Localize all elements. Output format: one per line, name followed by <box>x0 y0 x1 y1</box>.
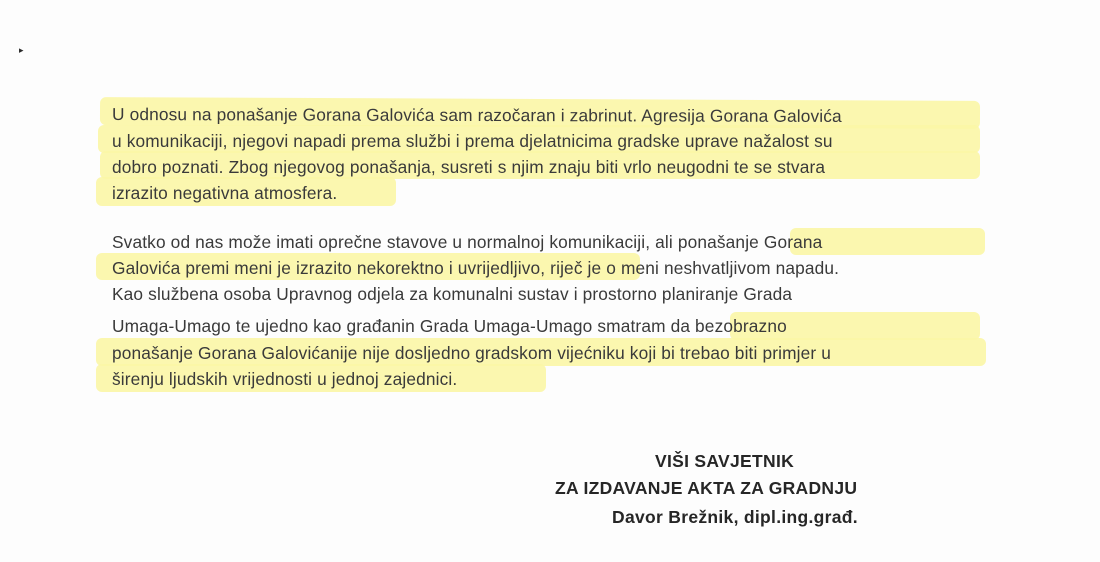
paragraph-2-line-1: Svatko od nas može imati oprečne stavove u normalnoj komunikaciji, ali ponašanje Gorana <box>112 232 823 252</box>
paragraph-1-line-4: izrazito negativna atmosfera. <box>112 183 338 203</box>
signature-name: Davor Brežnik, dipl.ing.građ. <box>612 507 858 527</box>
paragraph-2-line-4: Umaga-Umago te ujedno kao građanin Grada Umaga-Umago smatram da bezobrazno <box>112 316 787 336</box>
paragraph-1-line-2: u komunikaciji, njegovi napadi prema službi i prema djelatnicima gradske uprave nažalost su <box>112 131 833 151</box>
bullet-marker: ▸ <box>19 45 24 55</box>
signature-title: VIŠI SAVJETNIK <box>655 451 795 471</box>
paragraph-2-line-6: širenju ljudskih vrijednosti u jednoj zajednici. <box>112 369 458 389</box>
signature-position: ZA IZDAVANJE AKTA ZA GRADNJU <box>555 478 858 498</box>
paragraph-2-line-3: Kao službena osoba Upravnog odjela za komunalni sustav i prostorno planiranje Grada <box>112 284 793 304</box>
paragraph-1-line-1: U odnosu na ponašanje Gorana Galovića sam razočaran i zabrinut. Agresija Gorana Galovića <box>111 104 842 126</box>
paragraph-2-line-2: Galovića premi meni je izrazito nekorektno i uvrijedljivo, riječ je o meni neshvatljivom napadu. <box>112 258 840 278</box>
paragraph-1-line-3: dobro poznati. Zbog njegovog ponašanja, susreti s njim znaju biti vrlo neugodni te se stvara <box>112 157 826 177</box>
paragraph-2-line-5: ponašanje Gorana Galovićanije nije dosljedno gradskom vijećniku koji bi trebao biti primjer u <box>112 343 832 363</box>
